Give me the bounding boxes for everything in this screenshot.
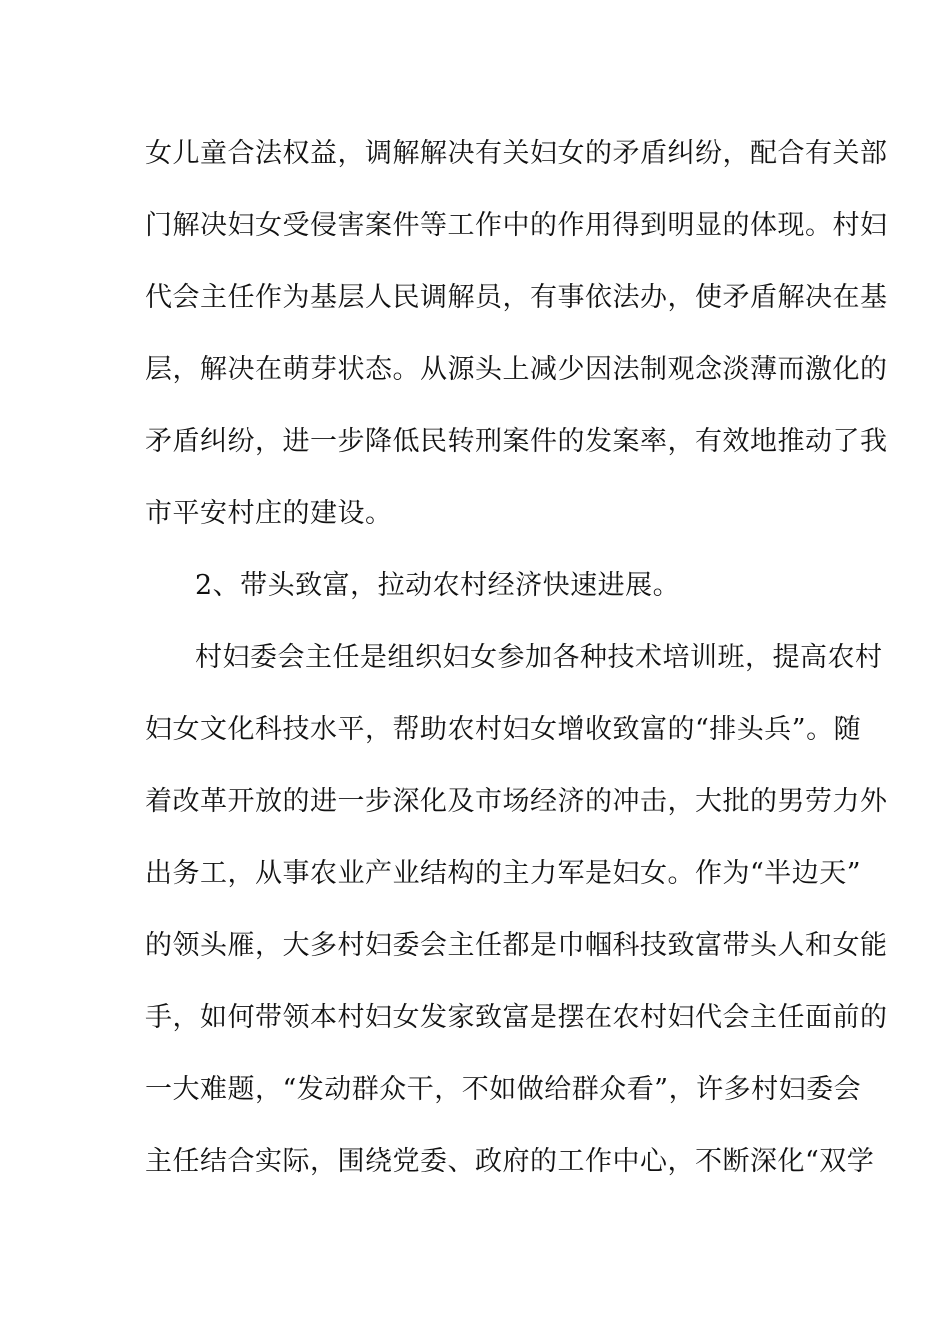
text-line-11: 出务工，从事农业产业结构的主力军是妇女。作为“半边天” bbox=[145, 858, 862, 889]
text-line-13: 手，如何带领本村妇女发家致富是摆在农村妇代会主任面前的 bbox=[145, 1002, 888, 1033]
text-line-8: 村妇委会主任是组织妇女参加各种技术培训班，提高农村 bbox=[195, 642, 883, 673]
document-body bbox=[145, 130, 888, 1210]
text-line-6: 市平安村庄的建设。 bbox=[145, 498, 393, 529]
text-line-12: 的领头雁，大多村妇委会主任都是巾帼科技致富带头人和女能 bbox=[145, 930, 888, 961]
text-line-1: 女儿童合法权益，调解解决有关妇女的矛盾纠纷，配合有关部 bbox=[145, 138, 888, 169]
section-heading: 2、带头致富，拉动农村经济快速进展。 bbox=[195, 570, 681, 601]
text-line-2: 门解决妇女受侵害案件等工作中的作用得到明显的体现。村妇 bbox=[145, 210, 888, 241]
text-line-4: 层，解决在萌芽状态。从源头上减少因法制观念淡薄而激化的 bbox=[145, 354, 888, 385]
text-line-15: 主任结合实际，围绕党委、政府的工作中心，不断深化“双学 bbox=[145, 1146, 875, 1177]
text-line-3: 代会主任作为基层人民调解员，有事依法办，使矛盾解决在基 bbox=[145, 282, 888, 313]
text-line-10: 着改革开放的进一步深化及市场经济的冲击，大批的男劳力外 bbox=[145, 786, 888, 817]
text-line-5: 矛盾纠纷，进一步降低民转刑案件的发案率，有效地推动了我 bbox=[145, 426, 888, 457]
text-line-14: 一大难题，“发动群众干，不如做给群众看”，许多村妇委会 bbox=[145, 1074, 862, 1105]
text-line-9: 妇女文化科技水平，帮助农村妇女增收致富的“排头兵”。随 bbox=[145, 714, 862, 745]
